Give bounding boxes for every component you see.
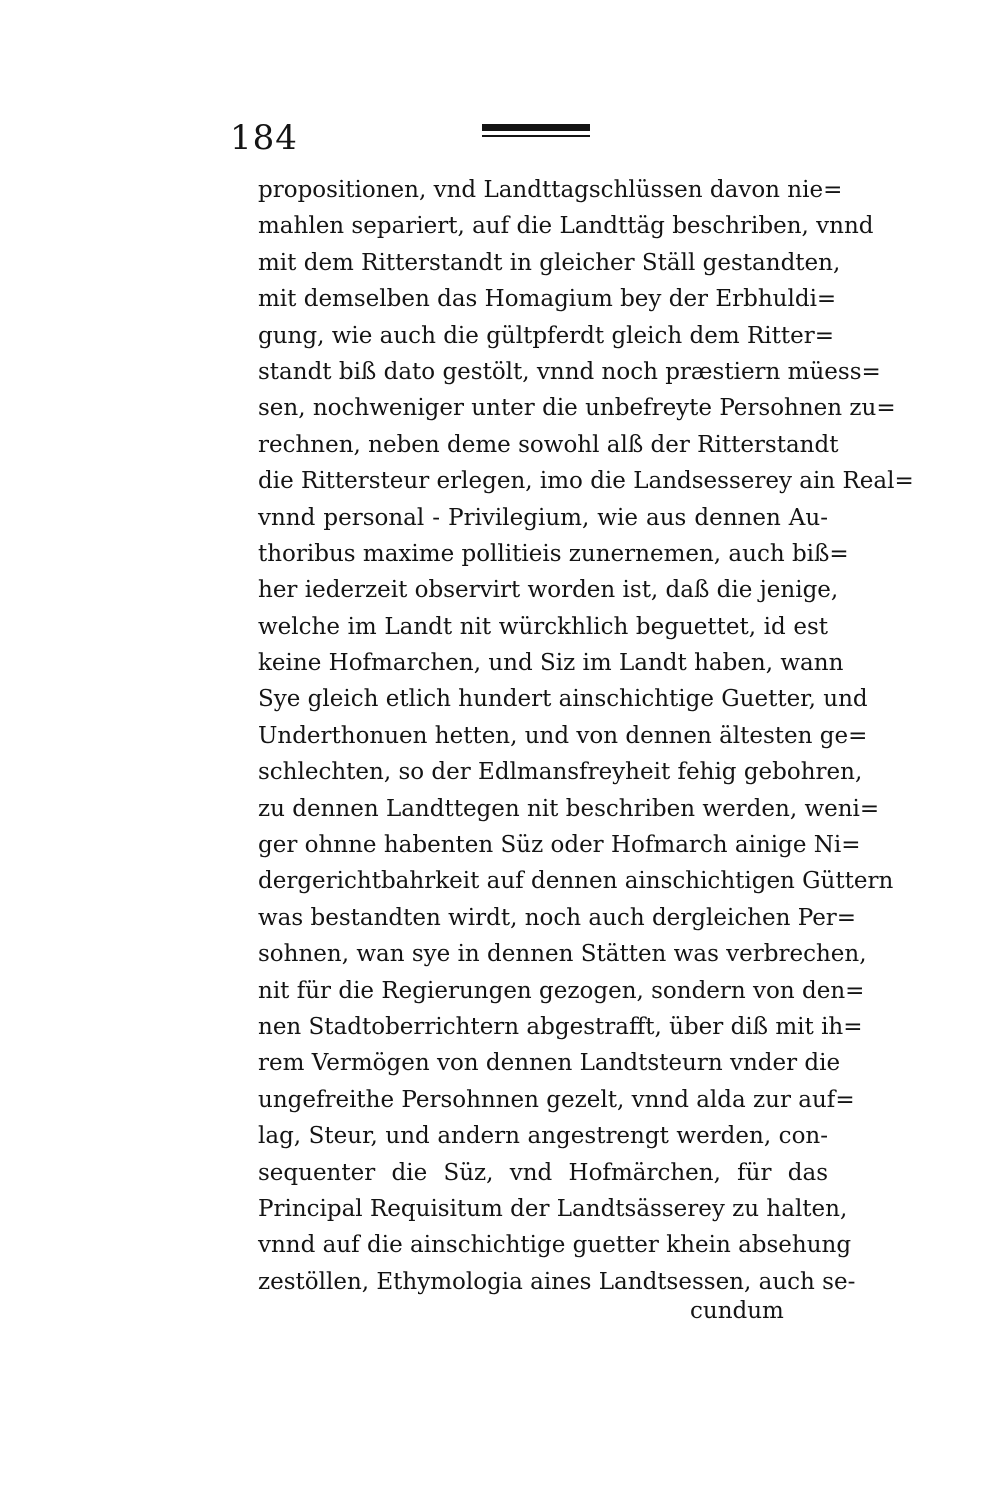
text-line: Principal Requisitum der Landtsässerey zu halten, [258,1195,848,1222]
text-line: mit dem Ritterstandt in gleicher Ställ gestandten, [258,249,841,276]
body-text [258,172,914,1300]
header-rule [482,124,590,137]
text-line: Sye gleich etlich hundert ainschichtige Guetter, und [258,686,868,713]
text-line: mit demselben das Homagium bey der Erbhuldi= [258,286,837,313]
text-line: thoribus maxime pollitieis zunernemen, auch biß= [258,540,849,567]
text-line: standt biß dato gestölt, vnnd noch præstiern müess= [258,358,881,385]
text-line: ungefreithe Persohnnen gezelt, vnnd alda zur auf= [258,1086,855,1113]
page-number: 184 [230,118,298,158]
text-line: rem Vermögen von dennen Landtsteurn vnder die [258,1050,841,1077]
text-line: vnnd auf die ainschichtige guetter khein absehung [258,1232,852,1259]
text-line: vnnd personal - Privilegium, wie aus dennen Au- [258,504,828,531]
text-line: ger ohnne habenten Süz oder Hofmarch ainige Ni= [258,832,861,859]
text-line: propositionen, vnd Landttagschlüssen davon nie= [258,177,843,203]
text-line: sequenter die Süz, vnd Hofmärchen, für das [258,1159,828,1186]
text-line: welche im Landt nit würckhlich beguettet, id est [258,613,828,640]
text-line: die Rittersteur erlegen, imo die Landsesserey ain Real= [258,468,914,495]
text-line: rechnen, neben deme sowohl alß der Ritterstandt [258,431,839,458]
header-rule-thin-bar [482,135,590,137]
catchword: cundum [690,1298,784,1324]
text-line: lag, Steur, und andern angestrengt werden, con- [258,1123,828,1150]
header-rule-thick-bar [482,124,590,131]
text-line: zestöllen, Ethymologia aines Landtsessen, auch se- [258,1268,856,1295]
text-line: mahlen separiert, auf die Landttäg beschriben, vnnd [258,213,874,240]
text-line: schlechten, so der Edlmansfreyheit fehig gebohren, [258,759,863,786]
text-line: sohnen, wan sye in dennen Stätten was verbrechen, [258,941,867,968]
text-line: was bestandten wirdt, noch auch dergleichen Per= [258,904,857,931]
text-line: keine Hofmarchen, und Siz im Landt haben, wann [258,650,844,677]
text-line: nit für die Regierungen gezogen, sondern von den= [258,977,865,1004]
text-line: dergerichtbahrkeit auf dennen ainschichtigen Güttern [258,868,894,895]
text-line: Underthonuen hetten, und von dennen ältesten ge= [258,722,868,749]
text-line: nen Stadtoberrichtern abgestrafft, über diß mit ih= [258,1013,863,1040]
text-line: her iederzeit observirt worden ist, daß die jenige, [258,577,839,604]
text-line: zu dennen Landttegen nit beschriben werden, weni= [258,795,880,822]
text-line: sen, nochweniger unter die unbefreyte Persohnen zu= [258,395,896,422]
text-line: gung, wie auch die gültpferdt gleich dem Ritter= [258,322,834,349]
